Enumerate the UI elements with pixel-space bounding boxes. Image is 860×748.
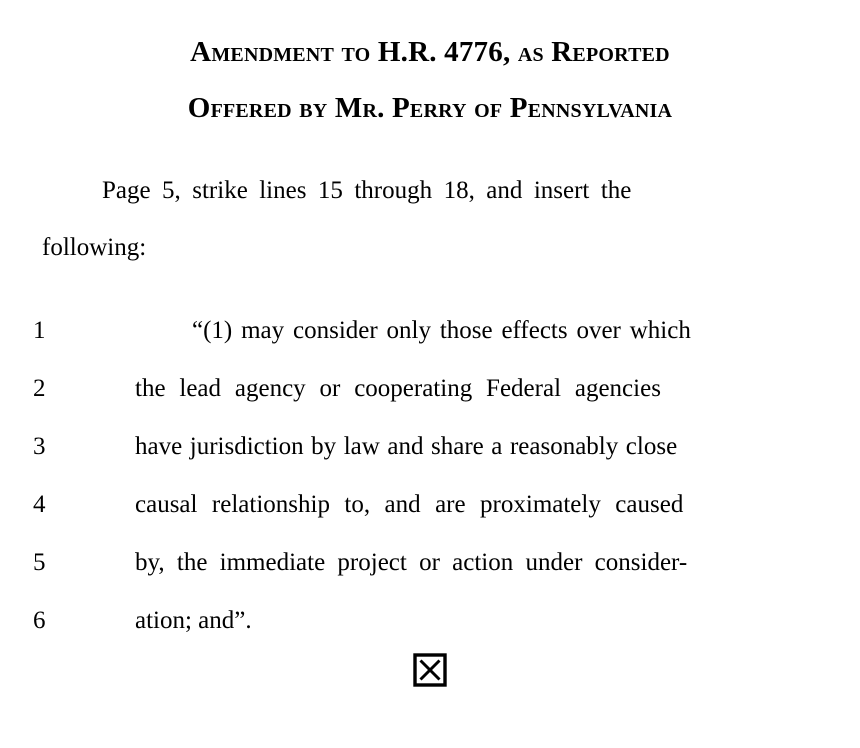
heading-l2-part1-cap: O — [187, 92, 211, 124]
numbered-line-row — [0, 302, 860, 360]
line-number: 6 — [33, 607, 46, 634]
amendment-instruction — [42, 162, 798, 276]
heading-l2-part4-rest: erry — [409, 92, 467, 124]
numbered-line-row — [0, 592, 860, 650]
numbered-line-row — [0, 534, 860, 592]
line-text: causal relationship to, and are proximately caused — [135, 491, 684, 518]
instruction-line-2: following: — [42, 234, 147, 261]
heading-l2-part4-cap: P — [391, 92, 410, 124]
numbered-line-row — [0, 418, 860, 476]
line-text: have jurisdiction by law and share a reasonably close — [135, 433, 678, 460]
line-number: 1 — [33, 317, 46, 344]
line-number: 3 — [33, 433, 46, 460]
line-number: 5 — [33, 549, 46, 576]
numbered-line-row — [0, 476, 860, 534]
line-text: “(1) may consider only those effects over which — [192, 317, 691, 344]
heading-l1-part1-rest: mendment — [211, 36, 335, 68]
instruction-line-1: Page 5, strike lines 15 through 18, and insert the — [102, 177, 632, 204]
heading-l2-part3-rest: r. — [362, 92, 385, 124]
heading-l2-space5 — [502, 92, 509, 124]
heading-l2-part3-cap: M — [334, 92, 363, 124]
line-text: the lead agency or cooperating Federal agencies — [135, 375, 661, 402]
heading-l1-bill-number: H.R. 4776, — [377, 36, 511, 68]
heading-l2-part5: of — [474, 92, 503, 124]
heading-l1-space2 — [370, 36, 377, 68]
heading-l1-part1-cap: A — [190, 36, 212, 68]
heading-l1-space1 — [334, 36, 341, 68]
line-number: 2 — [33, 375, 46, 402]
heading-l2-part1-rest: ffered — [210, 92, 292, 124]
end-mark-container — [0, 652, 860, 688]
heading-l1-space3 — [510, 36, 517, 68]
document-heading — [0, 24, 860, 136]
heading-line-amendment-to-bill — [0, 24, 860, 80]
heading-l2-part6-cap: P — [509, 92, 528, 124]
heading-l2-part6-rest: ennsylvania — [527, 92, 673, 124]
line-number: 4 — [33, 491, 46, 518]
heading-l2-space3 — [385, 92, 392, 124]
heading-l2-part2: by — [299, 92, 328, 124]
numbered-line-row — [0, 360, 860, 418]
heading-l2-space2 — [327, 92, 334, 124]
quoted-amendment-text — [0, 302, 860, 650]
line-text: by, the immediate project or action under consider- — [135, 549, 688, 576]
line-text: ation; and”. — [135, 607, 252, 634]
heading-l1-part5-rest: eported — [572, 36, 670, 68]
heading-l1-part5-cap: R — [551, 36, 573, 68]
heading-line-offered-by — [0, 80, 860, 136]
heading-l1-part4: as — [517, 36, 544, 68]
heading-l1-part2: to — [341, 36, 371, 68]
boxed-x-icon — [412, 652, 448, 688]
